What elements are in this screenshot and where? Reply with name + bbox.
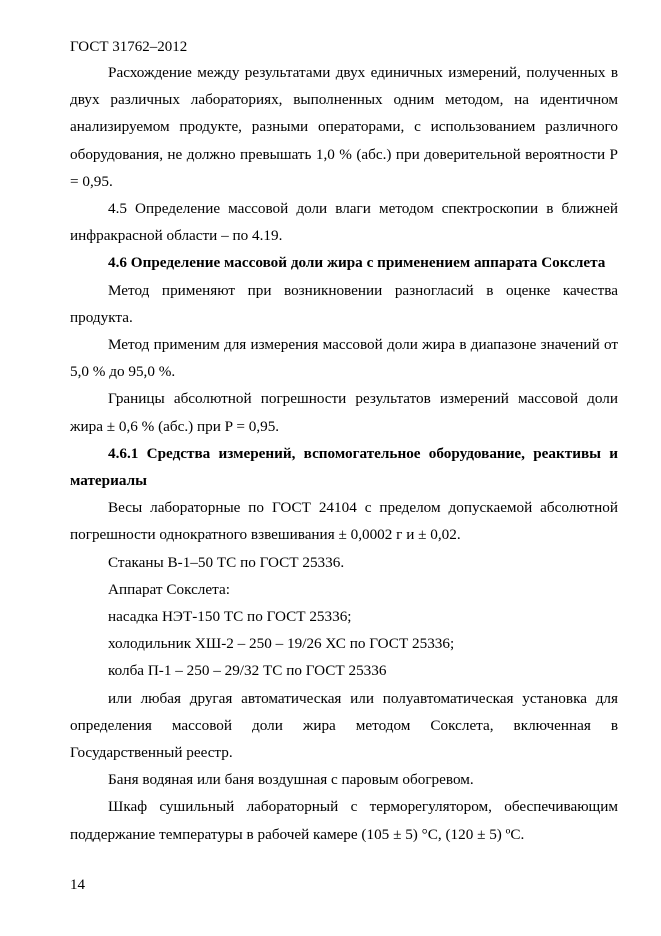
paragraph-bath: Баня водяная или баня воздушная с паровым обогревом. [108, 771, 474, 789]
section-heading-4-6: 4.6 Определение массовой доли жира с применением аппарата Сокслета [108, 254, 606, 272]
paragraph-soxhlet-apparatus: Аппарат Сокслета: [108, 580, 230, 598]
paragraph-scales: Весы лабораторные по ГОСТ 24104 с пределом допускаемой абсолютной погрешности однократного взвешивания ± 0,0002 г и ± 0,02. [70, 499, 618, 544]
paragraph-beakers: Стаканы В-1–50 ТС по ГОСТ 25336. [108, 553, 345, 571]
paragraph-flask: колба П-1 – 250 – 29/32 ТС по ГОСТ 25336 [108, 662, 387, 680]
section-heading-4-6-1: 4.6.1 Средства измерений, вспомогательное оборудование, реактивы и материалы [70, 444, 618, 490]
paragraph-drying-oven: Шкаф сушильный лабораторный с терморегулятором, обеспечивающим поддержание температуры в рабочей камере (105 ± 5) °С, (120 ± 5) ºС. [70, 798, 618, 843]
paragraph-section-4-5: 4.5 Определение массовой доли влаги методом спектроскопии в ближней инфракрасной области – по 4.19. [70, 200, 618, 245]
paragraph-automatic-unit: или любая другая автоматическая или полуавтоматическая установка для определения массовой доли жира методом Сокслета, включенная в Государственный реестр. [70, 689, 618, 762]
paragraph-error-limits: Границы абсолютной погрешности результатов измерений массовой доли жира ± 0,6 % (абс.) при P = 0,95. [70, 390, 618, 435]
paragraph-reproducibility: Расхождение между результатами двух единичных измерений, полученных в двух различных лабораториях, выполненных одним методом, на идентичном анализируемом продукте, разными операторами, с использованием различного оборудования, не должно превышать 1,0 % (абс.) при доверительной вероятности P = 0,95. [70, 64, 618, 190]
paragraph-method-usage: Метод применяют при возникновении разногласий в оценке качества продукта. [70, 281, 618, 326]
paragraph-condenser: холодильник ХШ-2 – 250 – 19/26 ХС по ГОСТ 25336; [108, 635, 455, 653]
page-number: 14 [70, 877, 85, 893]
running-header: ГОСТ 31762–2012 [70, 39, 188, 55]
paragraph-method-range: Метод применим для измерения массовой доли жира в диапазоне значений от 5,0 % до 95,0 %. [70, 336, 618, 381]
body-text [70, 59, 618, 848]
paragraph-extractor: насадка НЭТ-150 ТС по ГОСТ 25336; [108, 608, 352, 626]
